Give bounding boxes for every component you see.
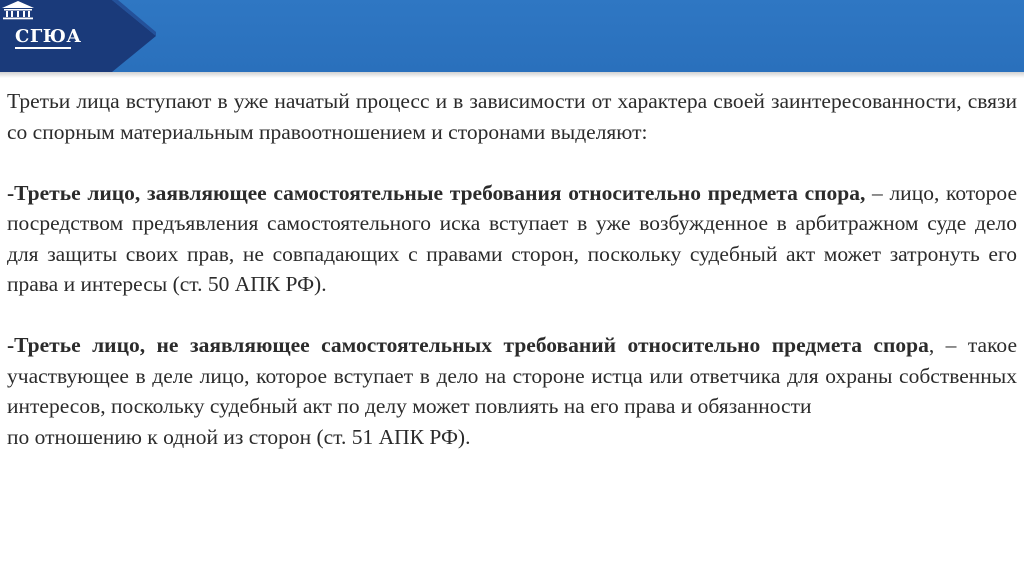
- third-party-independent-paragraph: [7, 178, 1017, 300]
- third-party-non-independent-last-line: по отношению к одной из сторон (ст. 51 АПК РФ).: [7, 424, 471, 449]
- third-party-non-independent-paragraph: [7, 330, 1017, 422]
- third-party-non-independent-term: -Третье лицо, не заявляющее самостоятельных требований относительно предмета спора: [7, 333, 929, 357]
- logo: [0, 0, 156, 72]
- third-party-independent-definition: – лицо, которое посредством предъявления самостоятельного иска вступает в уже возбужденное в арбитражном суде дело для защиты своих прав, не совпадающих с правами сторон, поскольку судебный акт может затронуть его права и интересы (ст. 50 АПК РФ).: [7, 180, 1017, 296]
- paragraph-spacer: [7, 147, 1017, 178]
- logo-text: СГЮА: [15, 26, 82, 47]
- header-shadow: [0, 72, 1024, 78]
- logo-underline: [15, 47, 71, 49]
- building-emblem-icon: [0, 0, 36, 20]
- intro-paragraph: Третьи лица вступают в уже начатый процесс и в зависимости от характера своей заинтересованности, связи со спорным материальным правоотношением и сторонами выделяют:: [7, 89, 1017, 144]
- third-party-non-independent-definition: , – такое участвующее в деле лицо, которое вступает в дело на стороне истца или ответчика для охраны собственных интересов, поскольку судебный акт по делу может повлиять на его права и обязанности: [7, 333, 1017, 418]
- third-party-independent-term: -Третье лицо, заявляющее самостоятельные требования относительно предмета спора,: [7, 180, 866, 205]
- paragraph-spacer: [7, 300, 1017, 331]
- slide-body: [7, 86, 1017, 452]
